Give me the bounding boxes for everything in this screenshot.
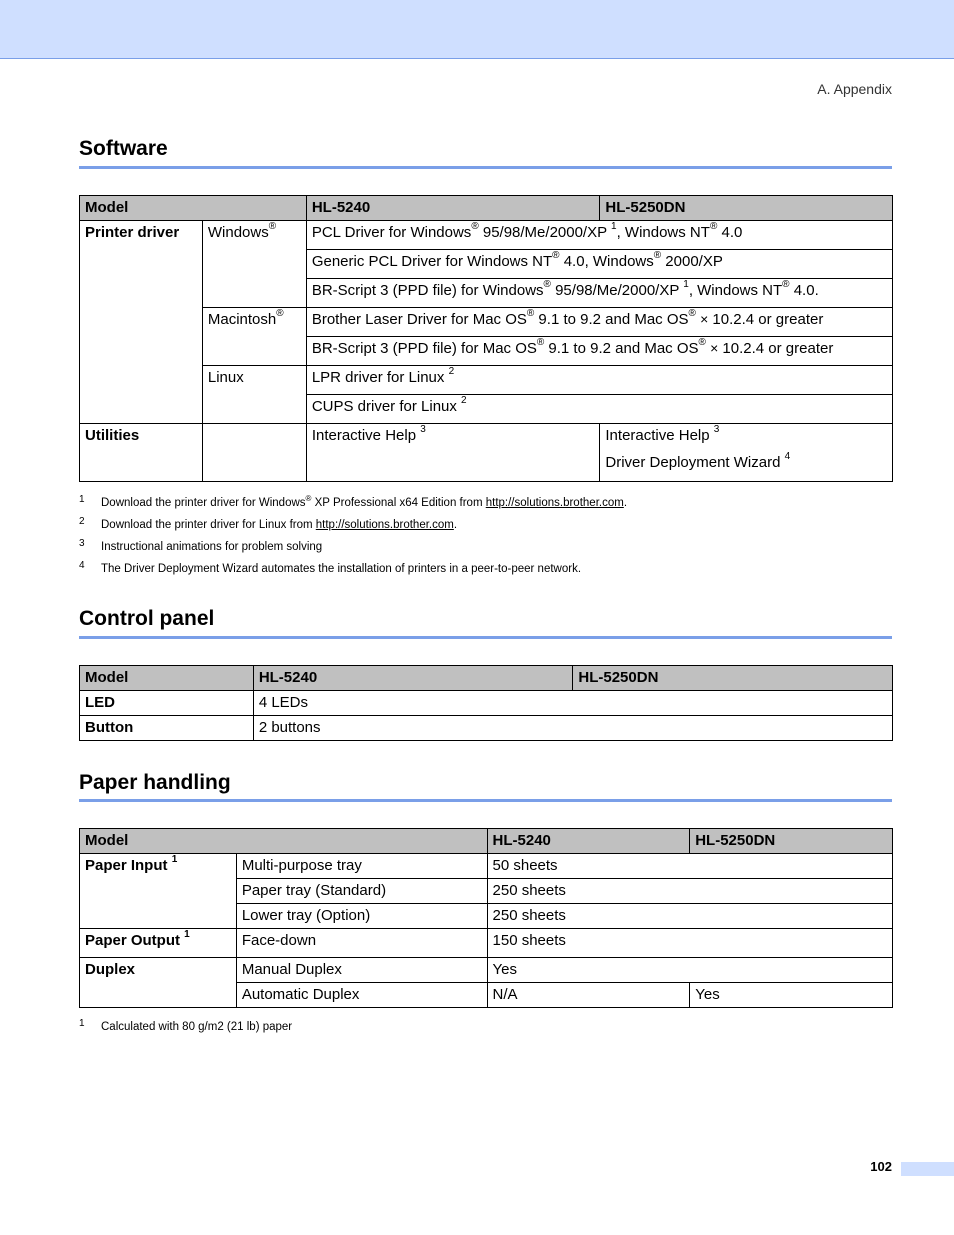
paper-input-row-2: Paper tray (Standard) bbox=[236, 879, 487, 904]
printer-driver-label: Printer driver bbox=[80, 221, 203, 424]
software-heading: Software bbox=[79, 137, 168, 160]
col-model: Model bbox=[80, 196, 307, 221]
col-hl5240: HL-5240 bbox=[487, 829, 690, 854]
paper-input-row-2-value: 250 sheets bbox=[487, 879, 892, 904]
header-band bbox=[0, 0, 954, 59]
windows-row-1: PCL Driver for Windows® 95/98/Me/2000/XP $^1$, Windows NT® 4.0 bbox=[306, 221, 892, 250]
duplex-row-2-hl5240: N/A bbox=[487, 983, 690, 1008]
col-model: Model bbox=[80, 829, 488, 854]
mac-row-1: Brother Laser Driver for Mac OS® 9.1 to 9.2 and Mac OS® × 10.2.4 or greater bbox=[306, 308, 892, 337]
linux-row-2: CUPS driver for Linux $^2$ bbox=[306, 395, 892, 424]
utilities-hl5240: Interactive Help $^3$ bbox=[306, 424, 600, 482]
control-panel-rule bbox=[79, 636, 892, 639]
paper-input-row-3: Lower tray (Option) bbox=[236, 904, 487, 929]
paper-input-row-3-value: 250 sheets bbox=[487, 904, 892, 929]
control-panel-table bbox=[79, 665, 893, 741]
page-number-bar bbox=[901, 1162, 954, 1176]
duplex-row-2-hl5250dn: Yes bbox=[690, 983, 893, 1008]
windows-label: Windows® bbox=[202, 221, 306, 308]
paper-output-row-1-value: 150 sheets bbox=[487, 929, 892, 958]
col-hl5240: HL-5240 bbox=[306, 196, 600, 221]
paper-input-row-1: Multi-purpose tray bbox=[236, 854, 487, 879]
col-hl5250dn: HL-5250DN bbox=[600, 196, 893, 221]
paper-handling-rule bbox=[79, 799, 892, 802]
col-hl5250dn: HL-5250DN bbox=[690, 829, 893, 854]
utilities-hl5250dn: Interactive Help $^3$ Driver Deployment Wizard $^4$ bbox=[600, 424, 893, 482]
paper-output-row-1: Face-down bbox=[236, 929, 487, 958]
utilities-empty bbox=[202, 424, 306, 482]
linux-row-1: LPR driver for Linux $^2$ bbox=[306, 366, 892, 395]
led-value: 4 LEDs bbox=[253, 691, 892, 716]
paper-input-row-1-value: 50 sheets bbox=[487, 854, 892, 879]
led-label: LED bbox=[80, 691, 254, 716]
windows-row-3: BR-Script 3 (PPD file) for Windows® 95/98/Me/2000/XP $^1$, Windows NT® 4.0. bbox=[306, 279, 892, 308]
linux-label: Linux bbox=[202, 366, 306, 424]
duplex-row-2: Automatic Duplex bbox=[236, 983, 487, 1008]
button-value: 2 buttons bbox=[253, 716, 892, 741]
col-model: Model bbox=[80, 666, 254, 691]
button-label: Button bbox=[80, 716, 254, 741]
mac-row-2: BR-Script 3 (PPD file) for Mac OS® 9.1 to 9.2 and Mac OS® × 10.2.4 or greater bbox=[306, 337, 892, 366]
col-hl5240: HL-5240 bbox=[253, 666, 573, 691]
duplex-row-1-value: Yes bbox=[487, 958, 892, 983]
paper-handling-heading: Paper handling bbox=[79, 771, 231, 794]
section-header: A. Appendix bbox=[817, 81, 892, 97]
software-table bbox=[79, 195, 893, 482]
col-hl5250dn: HL-5250DN bbox=[573, 666, 893, 691]
page-number: 102 bbox=[870, 1159, 892, 1174]
paper-input-label: Paper Input $^1$ bbox=[80, 854, 237, 929]
duplex-label: Duplex bbox=[80, 958, 237, 1008]
windows-row-2: Generic PCL Driver for Windows NT® 4.0, Windows® 2000/XP bbox=[306, 250, 892, 279]
duplex-row-1: Manual Duplex bbox=[236, 958, 487, 983]
control-panel-heading: Control panel bbox=[79, 607, 215, 630]
utilities-label: Utilities bbox=[80, 424, 203, 482]
paper-handling-table bbox=[79, 828, 893, 1008]
solutions-link-1[interactable]: http://solutions.brother.com bbox=[485, 497, 624, 509]
macintosh-label: Macintosh® bbox=[202, 308, 306, 366]
solutions-link-2[interactable]: http://solutions.brother.com bbox=[315, 519, 454, 531]
software-rule bbox=[79, 166, 892, 169]
paper-output-label: Paper Output $^1$ bbox=[80, 929, 237, 958]
